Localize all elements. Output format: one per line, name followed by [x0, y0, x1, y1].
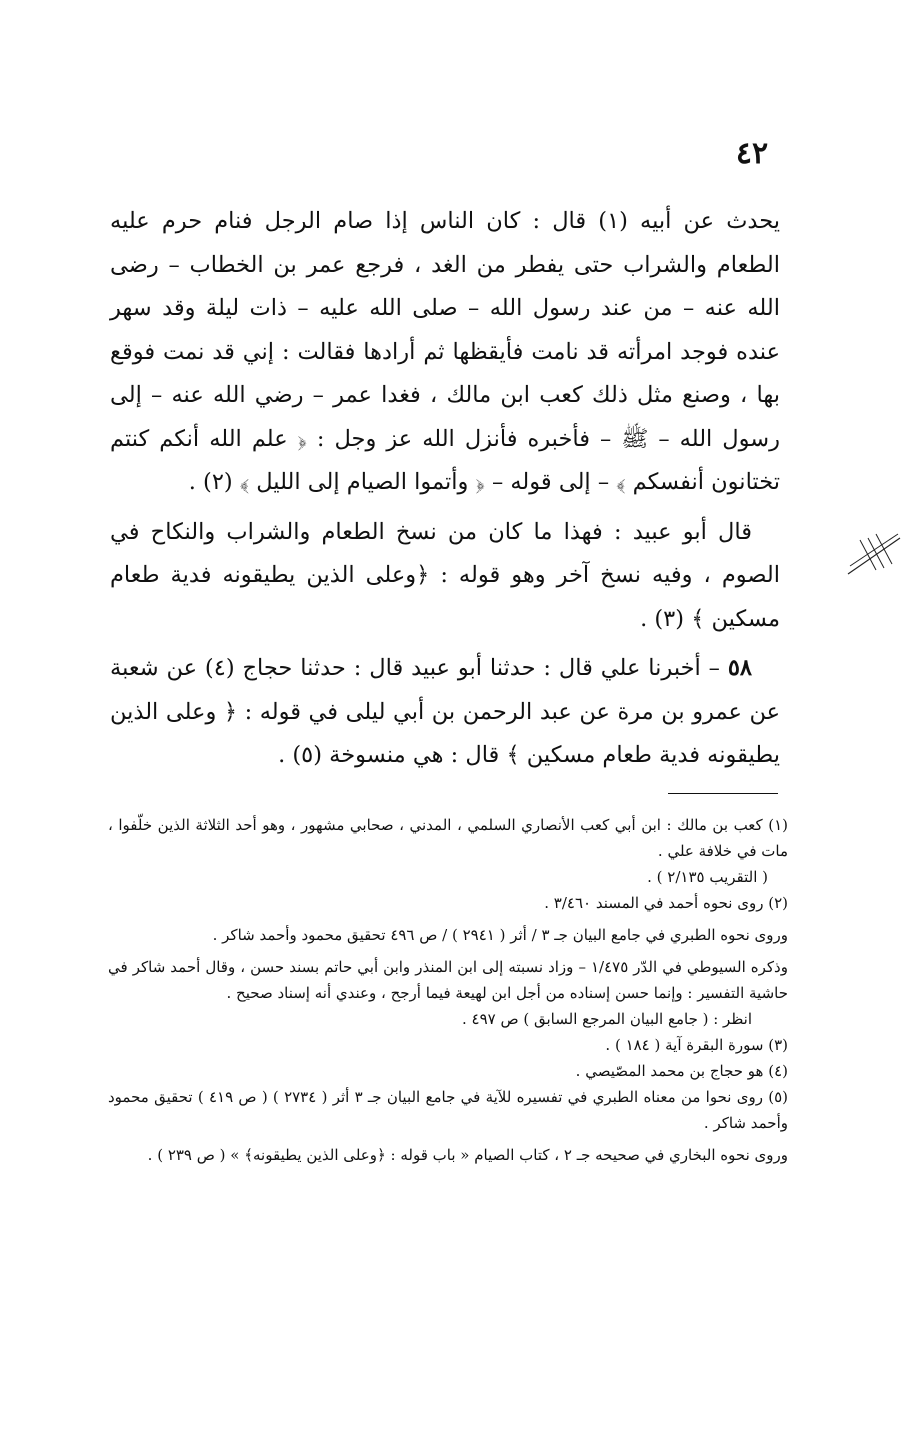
page-number: ٤٢: [735, 136, 769, 171]
footnote-2-tabari: وروى نحوه الطبري في جامع البيان جـ ٣ / أثر ( ٢٩٤١ ) / ص ٤٩٦ تحقيق محمود وأحمد شاكر .: [212, 926, 788, 944]
footnote-3: (٣) سورة البقرة آية ( ١٨٤ ) .: [605, 1036, 788, 1054]
margin-mark-icon: [846, 530, 902, 580]
footnote-separator: [668, 793, 778, 794]
paragraph-1: يحدث عن أبيه (١) قال : كان الناس إذا صام الرجل فنام حرم عليه الطعام والشراب حتى يفطر من الغد ، فرجع عمر بن الخطاب – رضى الله عنه – من عند رسول الله – صلى الله عليه – ذات ليلة وقد سهر عنده فوجد امرأته قد نامت فأيقظها ثم أرادها فقالت : إني قد نمت فوقع بها ، وصنع مثل ذلك كعب ابن مالك ، فغدا عمر – رضي الله عنه – إلى رسول الله – ﷺ – فأخبره فأنزل الله عز وجل : ﴿ علم الله أنكم كنتم تختانون أنفسكم ﴾ – إلى قوله – ﴿ وأتموا الصيام إلى الليل ﴾ (٢) .: [110, 208, 781, 495]
athar-number: ٥٨: [727, 655, 753, 681]
main-text: [110, 200, 780, 778]
footnote-5-bukhari: وروى نحوه البخاري في صحيحه جـ ٢ ، كتاب الصيام « باب قوله : ﴿وعلى الذين يطيقونه﴾ » ( ص ٢٣٩ ) .: [147, 1146, 788, 1164]
footnote-2-see: انظر : ( جامع البيان المرجع السابق ) ص ٤٩٧ .: [461, 1010, 752, 1028]
footnote-5: (٥) روى نحوا من معناه الطبري في تفسيره للآية في جامع البيان جـ ٣ أثر ( ٢٧٣٤ ) ( ص ٤١٩ ) تحقيق محمود وأحمد شاكر .: [108, 1088, 788, 1132]
paragraph-3-text: – أخبرنا علي قال : حدثنا أبو عبيد قال : حدثنا حجاج (٤) عن شعبة عن عمرو بن مرة عن عبد الرحمن بن أبي ليلى في قوله : ﴿ وعلى الذين يطيقونه فدية طعام مسكين ﴾ قال : هي منسوخة (٥) .: [110, 655, 780, 768]
paragraph-3: [110, 647, 780, 778]
footnote-1: (١) كعب بن مالك : ابن أبي كعب الأنصاري السلمي ، المدني ، صحابي مشهور ، وهو أحد الثلاثة الذين خلّفوا ، مات في خلافة علي .: [108, 816, 788, 860]
footnote-2: (٢) روى نحوه أحمد في المسند ٣/٤٦٠ .: [544, 894, 788, 912]
paragraph-2: قال أبو عبيد : فهذا ما كان من نسخ الطعام والشراب والنكاح في الصوم ، وفيه نسخ آخر وهو قوله : ﴿وعلى الذين يطيقونه فدية طعام مسكين ﴾ (٣) .: [110, 518, 780, 632]
footnote-4: (٤) هو حجاج بن محمد المصّيصي .: [575, 1062, 788, 1080]
footnotes: [108, 812, 788, 1168]
footnote-2-suyuti: وذكره السيوطي في الدّر ١/٤٧٥ – وزاد نسبته إلى ابن المنذر وابن أبي حاتم بسند حسن ، وقال أحمد شاكر في حاشية التفسير : وإنما حسن إسناده من أجل ابن لهيعة فيما أرجح ، وعندي أنه إسناد صحيح .: [108, 958, 788, 1002]
footnote-1-reference: ( التقريب ٢/١٣٥ ) .: [647, 868, 768, 886]
